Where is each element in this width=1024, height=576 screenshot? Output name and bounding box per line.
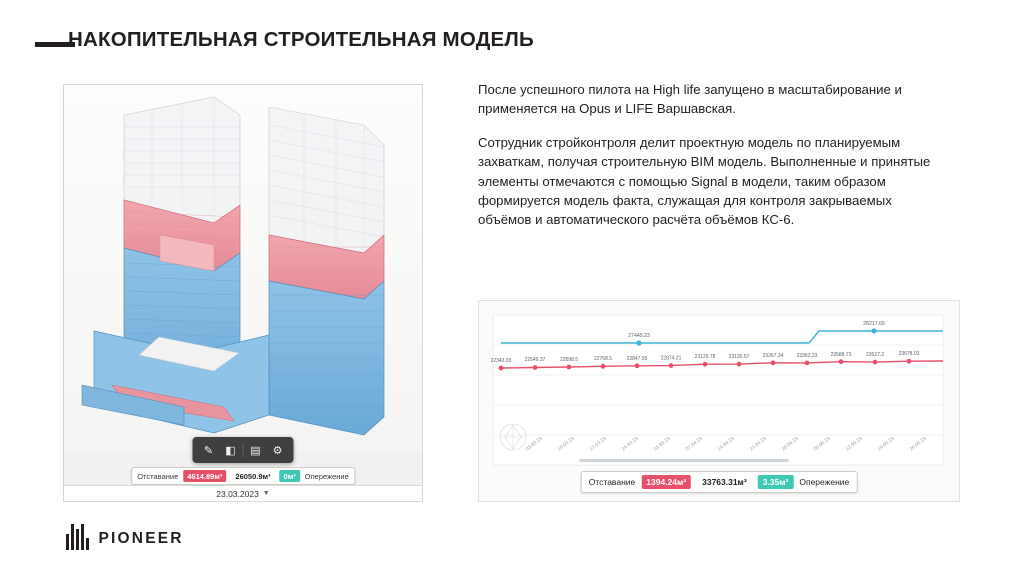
svg-text:26.05.23: 26.05.23	[908, 435, 928, 453]
save-icon[interactable]: ▤	[250, 444, 261, 457]
svg-text:22874.21: 22874.21	[660, 355, 682, 362]
pioneer-bars-icon	[66, 524, 89, 550]
body-copy	[478, 80, 948, 244]
svg-text:07.04.23: 07.04.23	[684, 435, 704, 453]
timeline-date-selector[interactable]	[64, 485, 422, 501]
paragraph-2: Сотрудник стройконтроля делит проектную модель по планируемым захваткам, получая строительную BIM модель. Выполненные и принятые элементы отмечаются с помощью Signal в модели, таким образом формируется модель факта, служащая для контроля закрываемых объёмов и автоматического расчёта объёмов КС-6.	[478, 135, 931, 227]
svg-text:23362.23: 23362.23	[796, 353, 818, 359]
ahead-value-badge: 0м³	[280, 470, 300, 482]
svg-text:12.05.23: 12.05.23	[844, 435, 864, 453]
svg-text:05.05.23: 05.05.23	[812, 435, 832, 453]
building-model-illustration	[64, 85, 420, 452]
chart-behind-label: Отставание	[588, 477, 636, 487]
cube-icon[interactable]: ◧	[225, 444, 236, 457]
svg-text:17.03.23: 17.03.23	[588, 435, 608, 453]
svg-text:22598.5: 22598.5	[559, 357, 579, 363]
svg-text:27445.23: 27445.23	[628, 333, 650, 339]
svg-text:03.03.23: 03.03.23	[524, 435, 544, 453]
chart-ahead-label: Опережение	[799, 477, 850, 487]
svg-text:23129.78: 23129.78	[694, 354, 716, 360]
viewer-toolbar[interactable]	[193, 437, 294, 463]
svg-text:22549.37: 22549.37	[524, 357, 546, 363]
model-viewer-panel[interactable]	[63, 84, 423, 502]
svg-text:19.05.23: 19.05.23	[876, 435, 896, 453]
model-canvas[interactable]	[64, 85, 422, 452]
total-volume-value: 26050.9м³	[235, 471, 271, 481]
pioneer-logo	[66, 524, 184, 550]
svg-text:21.04.23: 21.04.23	[748, 435, 768, 453]
model-status-legend	[131, 467, 355, 485]
svg-text:23527.2: 23527.2	[865, 352, 885, 358]
svg-text:14.04.23: 14.04.23	[716, 435, 736, 453]
logo-text: PIONEER	[98, 530, 184, 547]
svg-text:23367.34: 23367.34	[762, 353, 784, 359]
toolbar-divider	[243, 443, 244, 457]
chevron-down-icon[interactable]: ▼	[262, 490, 270, 497]
svg-text:22847.55: 22847.55	[626, 356, 648, 362]
svg-text:24.03.23: 24.03.23	[620, 435, 640, 453]
gear-icon[interactable]: ⚙	[272, 444, 283, 457]
svg-text:23130.57: 23130.57	[728, 354, 750, 360]
chart-status-legend	[581, 471, 858, 493]
pen-icon[interactable]: ✎	[203, 444, 214, 457]
svg-text:22343.93: 22343.93	[490, 358, 512, 364]
svg-text:23588.73: 23588.73	[830, 352, 852, 358]
behind-label: Отставание	[137, 471, 179, 481]
timeline-date-value: 23.03.2023	[216, 488, 259, 499]
chart-ahead-value-badge: 3.35м³	[758, 475, 794, 489]
ahead-label: Опережение	[304, 471, 349, 481]
page-title: НАКОПИТЕЛЬНАЯ СТРОИТЕЛЬНАЯ МОДЕЛЬ	[68, 28, 534, 51]
svg-text:23678.03: 23678.03	[898, 351, 920, 357]
svg-text:10.03.23: 10.03.23	[556, 435, 576, 453]
cumulative-volume-chart	[479, 301, 957, 499]
svg-text:28.04.23: 28.04.23	[780, 435, 800, 453]
svg-text:22768.5: 22768.5	[593, 356, 613, 362]
progress-chart-panel[interactable]	[478, 300, 960, 502]
paragraph-1: После успешного пилота на High life запущено в масштабирование и применяется на Opus и LIFE Варшавская.	[478, 82, 902, 117]
chart-behind-value-badge: 1394.24м³	[641, 475, 691, 489]
compass-icon	[500, 424, 526, 450]
behind-value-badge: 4614.89м³	[183, 470, 226, 482]
chart-total-volume-value: 33763.31м³	[702, 477, 747, 487]
svg-text:31.03.23: 31.03.23	[652, 435, 672, 453]
svg-text:28217.65: 28217.65	[863, 321, 885, 327]
